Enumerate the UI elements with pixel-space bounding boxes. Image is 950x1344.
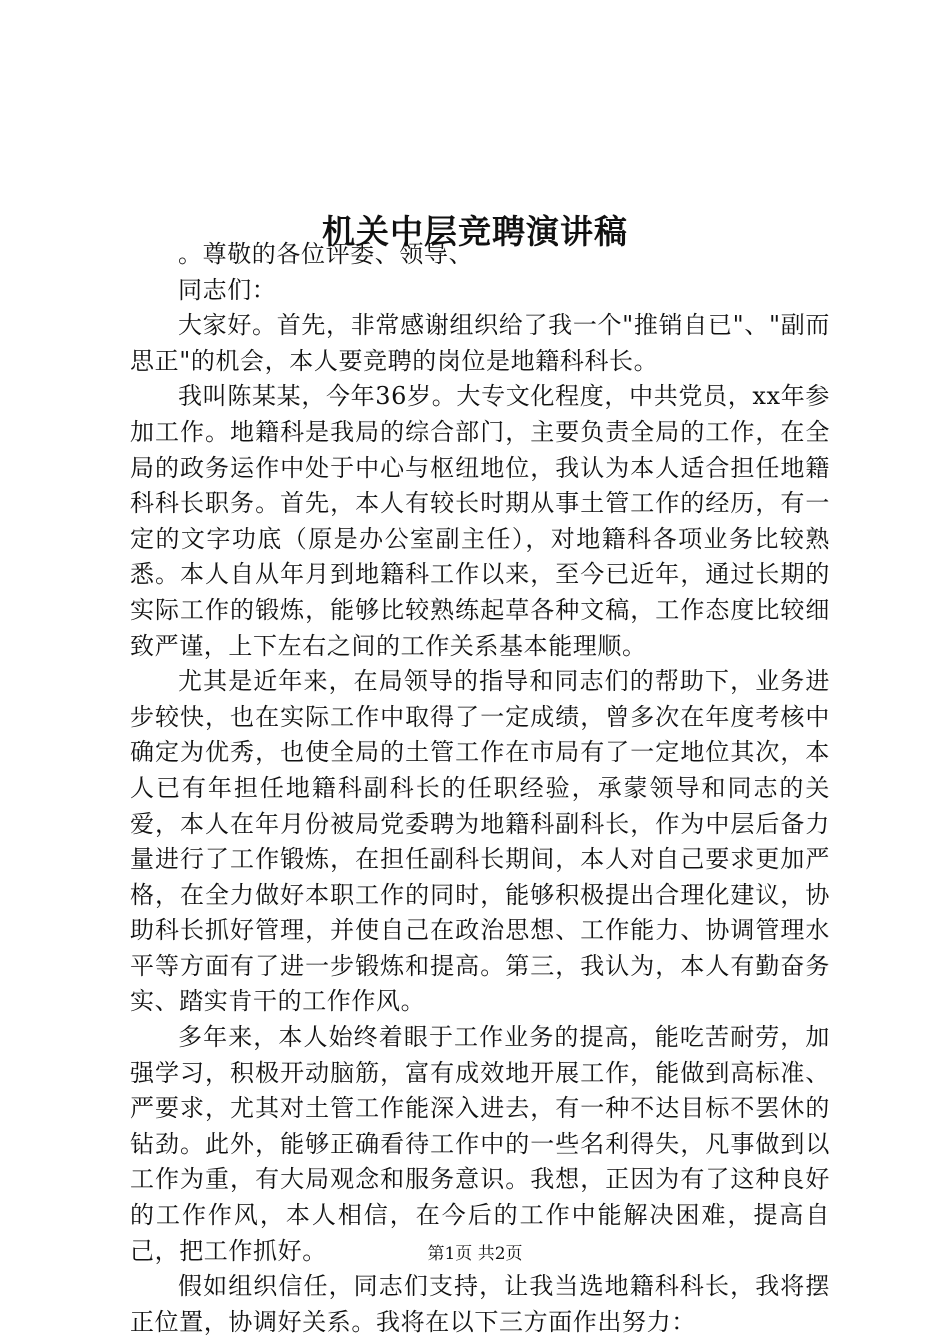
page-number-footer: 第1页 共2页: [427, 1244, 523, 1264]
body-paragraph: 大家好。首先，非常感谢组织给了我一个"推销自已"、"副而思正"的机会，本人要竞聘的岗位是地籍科科长。: [130, 311, 830, 375]
document-title: 机关中层竞聘演讲稿: [322, 212, 628, 252]
body-paragraph: 我叫陈某某，今年36岁。大专文化程度，中共党员，xx年参加工作。地籍科是我局的综合部门，主要负责全局的工作，在全局的政务运作中处于中心与枢纽地位，我认为本人适合担任地籍科科长职务。首先，本人有较长时期从事土管工作的经历，有一定的文字功底（原是办公室副主任），对地籍科各项业务比较熟悉。本人自从年月到地籍科工作以来，至今已近年，通过长期的实际工作的锻炼，能够比较熟练起草各种文稿，工作态度比较细致严谨，上下左右之间的工作关系基本能理顺。: [130, 382, 830, 660]
salutation-line: 同志们：: [178, 275, 277, 304]
document-body: [130, 237, 830, 1340]
body-paragraph: 尤其是近年来，在局领导的指导和同志们的帮助下，业务进步较快，也在实际工作中取得了一定成绩，曾多次在年度考核中确定为优秀，也使全局的土管工作在市局有了一定地位其次，本人已有年担任地籍科副科长的任职经验，承蒙领导和同志的关爱，本人在年月份被局党委聘为地籍科副科长，作为中层后备力量进行了工作锻炼，在担任副科长期间，本人对自己要求更加严格，在全力做好本职工作的同时，能够积极提出合理化建议，协助科长抓好管理，并使自己在政治思想、工作能力、协调管理水平等方面有了进一步锻炼和提高。第三，我认为，本人有勤奋务实、踏实肯干的工作作风。: [130, 667, 830, 1016]
body-paragraph: 多年来，本人始终着眼于工作业务的提高，能吃苦耐劳，加强学习，积极开动脑筋，富有成效地开展工作，能做到高标准、严要求，尤其对土管工作能深入进去，有一种不达目标不罢休的钻劲。此外，能够正确看待工作中的一些名利得失，凡事做到以工作为重，有大局观念和服务意识。我想，正因为有了这种良好的工作作风，本人相信，在今后的工作中能解决困难，提高自己，把工作抓好。: [130, 1023, 830, 1265]
salutation-line: 。尊敬的各位评委、领导、: [178, 240, 474, 268]
body-paragraph: 假如组织信任，同志们支持，让我当选地籍科科长，我将摆正位置，协调好关系。我将在以下三方面作出努力：: [130, 1272, 830, 1336]
